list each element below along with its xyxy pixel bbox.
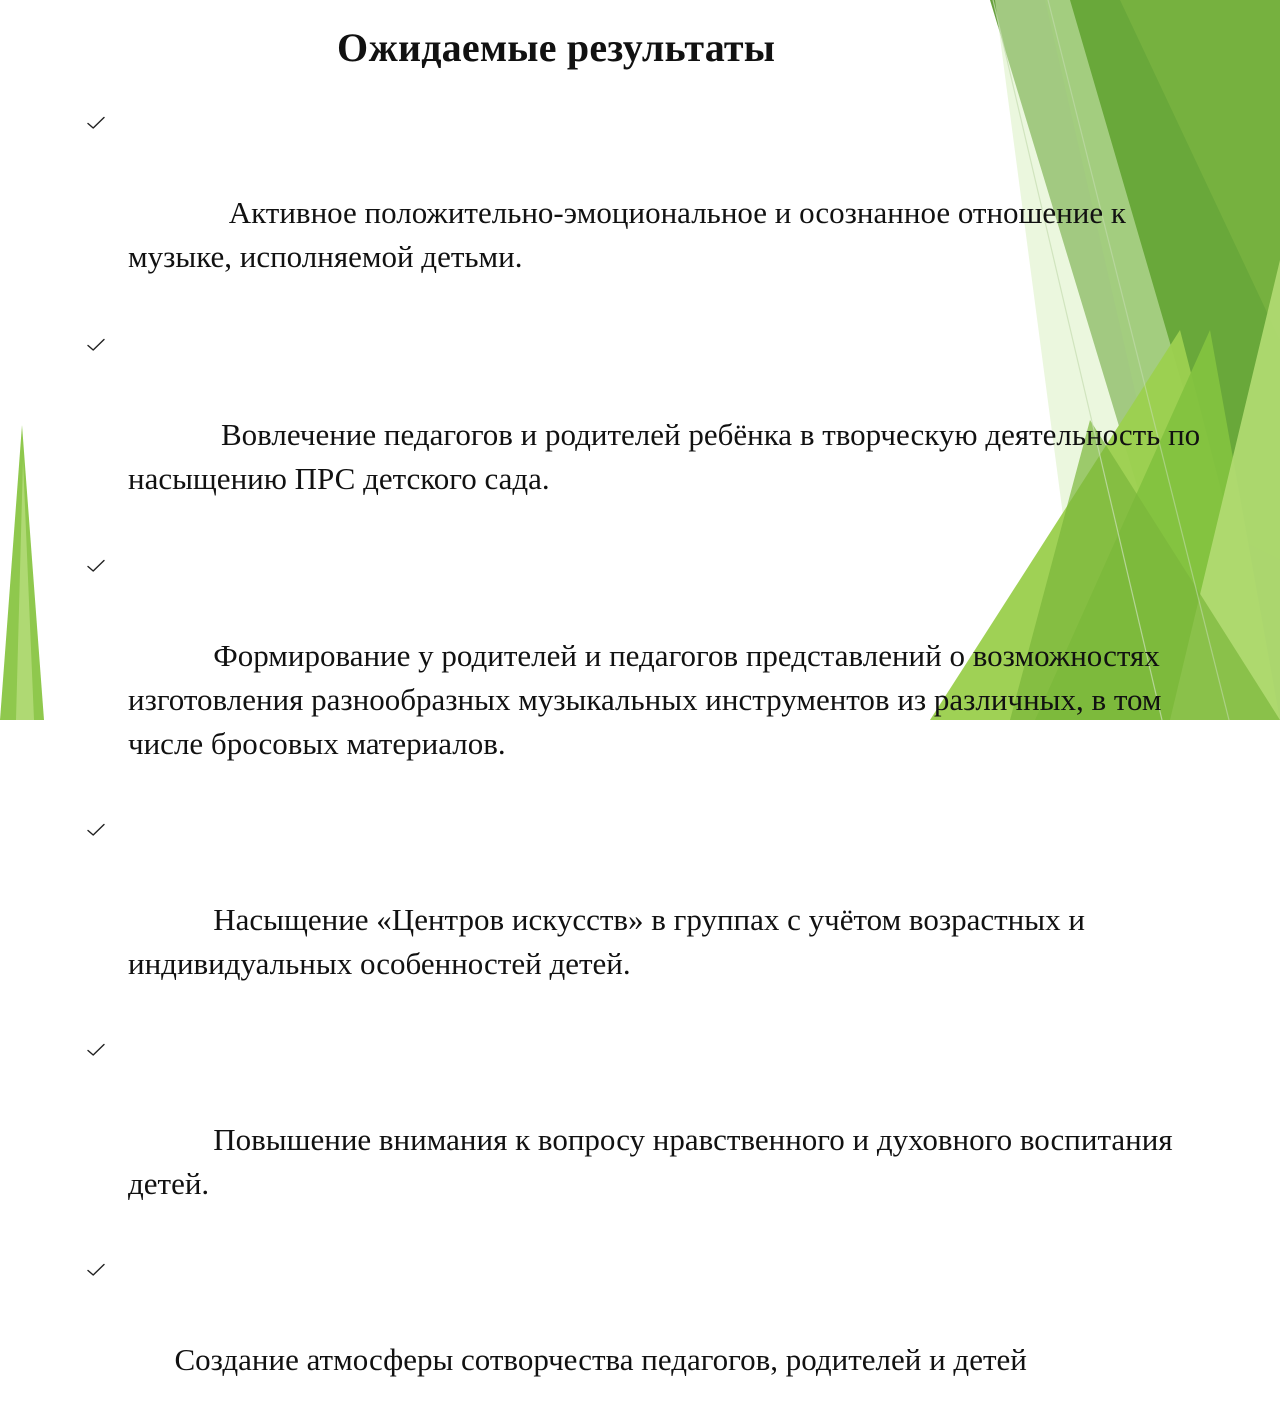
list-item: [86, 103, 1216, 323]
checkmark-icon: [86, 822, 106, 838]
list-item: [86, 1250, 1216, 1426]
bullet-text: Повышение внимания к вопросу нравственного и духовного воспитания детей.: [128, 1122, 1181, 1201]
bullet-text: Вовлечение педагогов и родителей ребёнка в творческую деятельность по насыщению ПРС детского сада.: [128, 417, 1208, 496]
list-item: [86, 810, 1216, 1030]
checkmark-icon: [86, 1042, 106, 1058]
list-item: [86, 546, 1216, 810]
bullet-text: Создание атмосферы сотворчества педагогов, родителей и детей: [174, 1342, 1027, 1377]
slide-title: Ожидаемые результаты: [337, 25, 776, 70]
bullet-text: Насыщение «Центров искусств» в группах с учётом возрастных и индивидуальных особенностей детей.: [128, 902, 1093, 981]
checkmark-icon: [86, 337, 106, 353]
checkmark-icon: [86, 115, 106, 131]
list-item: [86, 1030, 1216, 1250]
bullet-text: Активное положительно-эмоциональное и осознанное отношение к музыке, исполняемой детьми.: [128, 195, 1134, 274]
bullet-text: Формирование у родителей и педагогов представлений о возможностях изготовления разнообразных музыкальных инструментов из различных, в том числе бросовых материалов.: [128, 638, 1170, 761]
list-item: [86, 325, 1216, 545]
checkmark-icon: [86, 558, 106, 574]
bullet-list: [86, 103, 1216, 1426]
checkmark-icon: [86, 1262, 106, 1278]
